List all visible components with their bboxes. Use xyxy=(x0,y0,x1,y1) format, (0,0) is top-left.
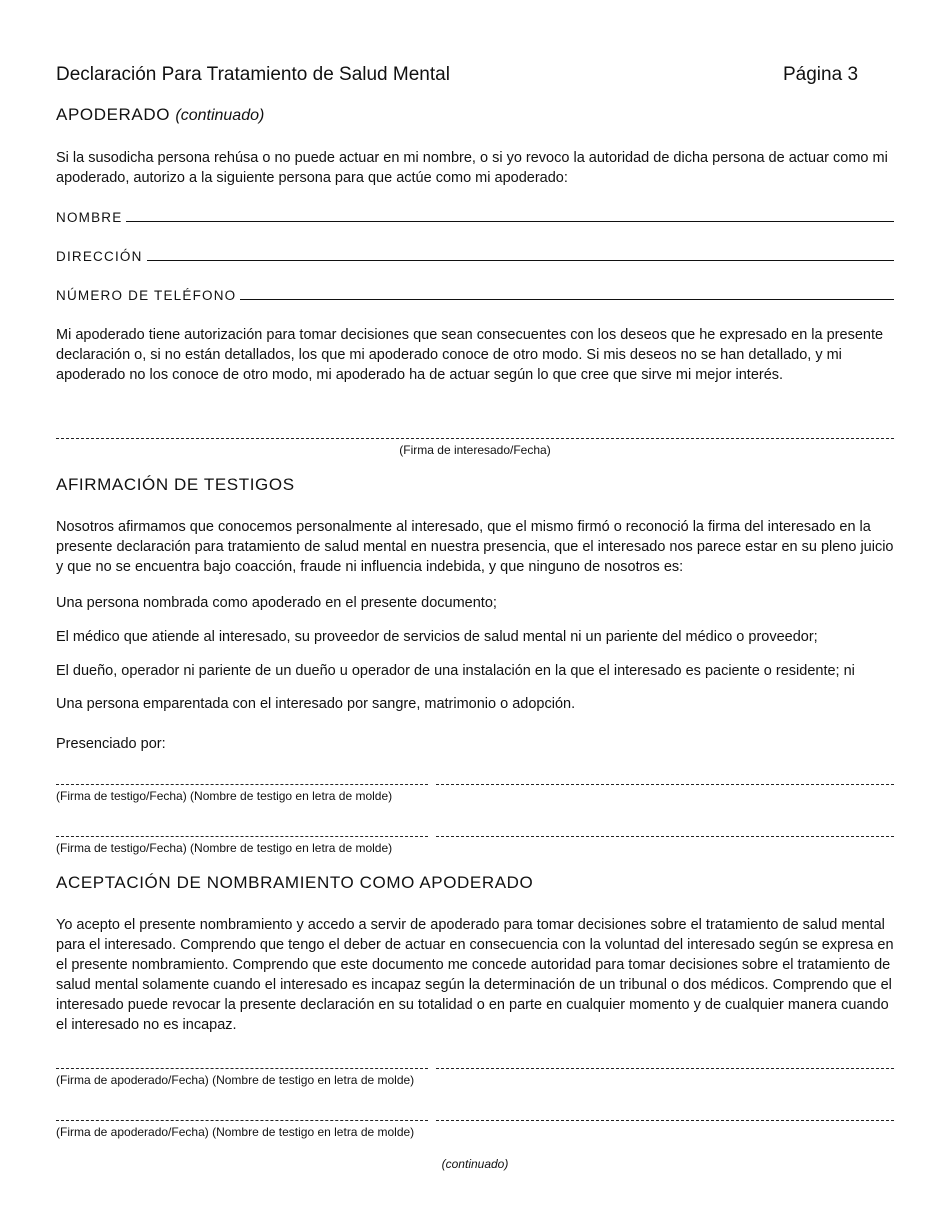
testigos-intro: Nosotros afirmamos que conocemos personalmente al interesado, que el mismo firmó o reconoció la firma del interesado en la presente declaración para tratamiento de salud mental en nuestra presencia, que el interesado nos parece estar en su pleno juicio y que no se encuentra bajo coacción, fraude ni influencia indebida, y que ninguno de nosotros es: xyxy=(56,519,894,575)
signature-line-interesado[interactable] xyxy=(56,438,894,439)
apoderado-intro: Si la susodicha persona rehúsa o no puede actuar en mi nombre, o si yo revoco la autoridad de dicha persona de actuar como mi apoderado, autorizo a la siguiente persona para que actúe como mi apoderado: xyxy=(56,150,888,186)
section-heading-testigos: AFIRMACIÓN DE TESTIGOS xyxy=(56,475,295,494)
agent-signature-line[interactable] xyxy=(56,1068,428,1069)
witness-signature-row-2[interactable] xyxy=(56,836,894,837)
aceptacion-text: Yo acepto el presente nombramiento y accedo a servir de apoderado para tomar decisiones sobre el tratamiento de salud mental para el interesado. Comprendo que tengo el deber de actuar en consecuencia con la voluntad del interesado según se expresa en el presente nombramiento. Comprendo que este documento me concede autoridad para tomar decisiones sobre el tratamiento de salud mental solamente cuando el interesado es incapaz según la determinación de un tribunal o dos médicos. Comprendo que el interesado puede revocar la presente declaración en su totalidad o en parte en cualquier momento y de cualquier manera cuando el interesado no es incapaz. xyxy=(56,917,894,1033)
continued-note: (continuado) xyxy=(441,1157,509,1171)
witness-name-line[interactable] xyxy=(436,784,894,785)
section-heading-apoderado xyxy=(56,105,264,125)
witness-signature-row-1[interactable] xyxy=(56,784,894,785)
name-label: NOMBRE xyxy=(56,210,123,225)
agent-caption-2: (Firma de apoderado/Fecha) (Nombre de testigo en letra de molde) xyxy=(56,1125,415,1139)
section-heading-aceptacion: ACEPTACIÓN DE NOMBRAMIENTO COMO APODERADO xyxy=(56,873,534,892)
authority-text: Mi apoderado tiene autorización para tomar decisiones que sean consecuentes con los deseos que he expresado en la presente declaración o, si no están detallados, los que mi apoderado conoce de otro modo. Si mis deseos no se han detallado, y mi apoderado no los conoce de otro modo, mi apoderado ha de actuar según lo que cree que sirve mi mejor interés. xyxy=(56,327,884,383)
agent-name-line[interactable] xyxy=(436,1120,894,1121)
signature-caption-interesado: (Firma de interesado/Fecha) xyxy=(399,443,551,457)
name-field[interactable] xyxy=(56,207,894,225)
phone-label: NÚMERO DE TELÉFONO xyxy=(56,288,237,303)
address-line[interactable] xyxy=(147,246,894,261)
heading-text: APODERADO xyxy=(56,105,171,124)
phone-line[interactable] xyxy=(240,285,894,300)
phone-field[interactable] xyxy=(56,285,894,303)
witness-signature-line[interactable] xyxy=(56,836,428,837)
agent-name-line[interactable] xyxy=(436,1068,894,1069)
list-item: Una persona emparentada con el interesado por sangre, matrimonio o adopción. xyxy=(56,696,576,712)
address-label: DIRECCIÓN xyxy=(56,249,143,264)
witness-name-line[interactable] xyxy=(436,836,894,837)
list-item: Una persona nombrada como apoderado en el presente documento; xyxy=(56,595,497,611)
page-number: Página 3 xyxy=(783,64,859,85)
agent-signature-row-1[interactable] xyxy=(56,1068,894,1069)
witness-caption-2: (Firma de testigo/Fecha) (Nombre de testigo en letra de molde) xyxy=(56,841,393,855)
witnessed-by-label: Presenciado por: xyxy=(56,736,166,752)
list-item: El dueño, operador ni pariente de un dueño u operador de una instalación en la que el interesado es paciente o residente; ni xyxy=(56,663,855,679)
witness-signature-line[interactable] xyxy=(56,784,428,785)
document-title: Declaración Para Tratamiento de Salud Mental xyxy=(56,64,450,85)
list-item: El médico que atiende al interesado, su proveedor de servicios de salud mental ni un pariente del médico o proveedor; xyxy=(56,629,818,645)
agent-caption-1: (Firma de apoderado/Fecha) (Nombre de testigo en letra de molde) xyxy=(56,1073,415,1087)
heading-note: (continuado) xyxy=(175,107,265,124)
address-field[interactable] xyxy=(56,246,894,264)
witness-caption-1: (Firma de testigo/Fecha) (Nombre de testigo en letra de molde) xyxy=(56,789,393,803)
agent-signature-row-2[interactable] xyxy=(56,1120,894,1121)
agent-signature-line[interactable] xyxy=(56,1120,428,1121)
name-line[interactable] xyxy=(126,207,894,222)
